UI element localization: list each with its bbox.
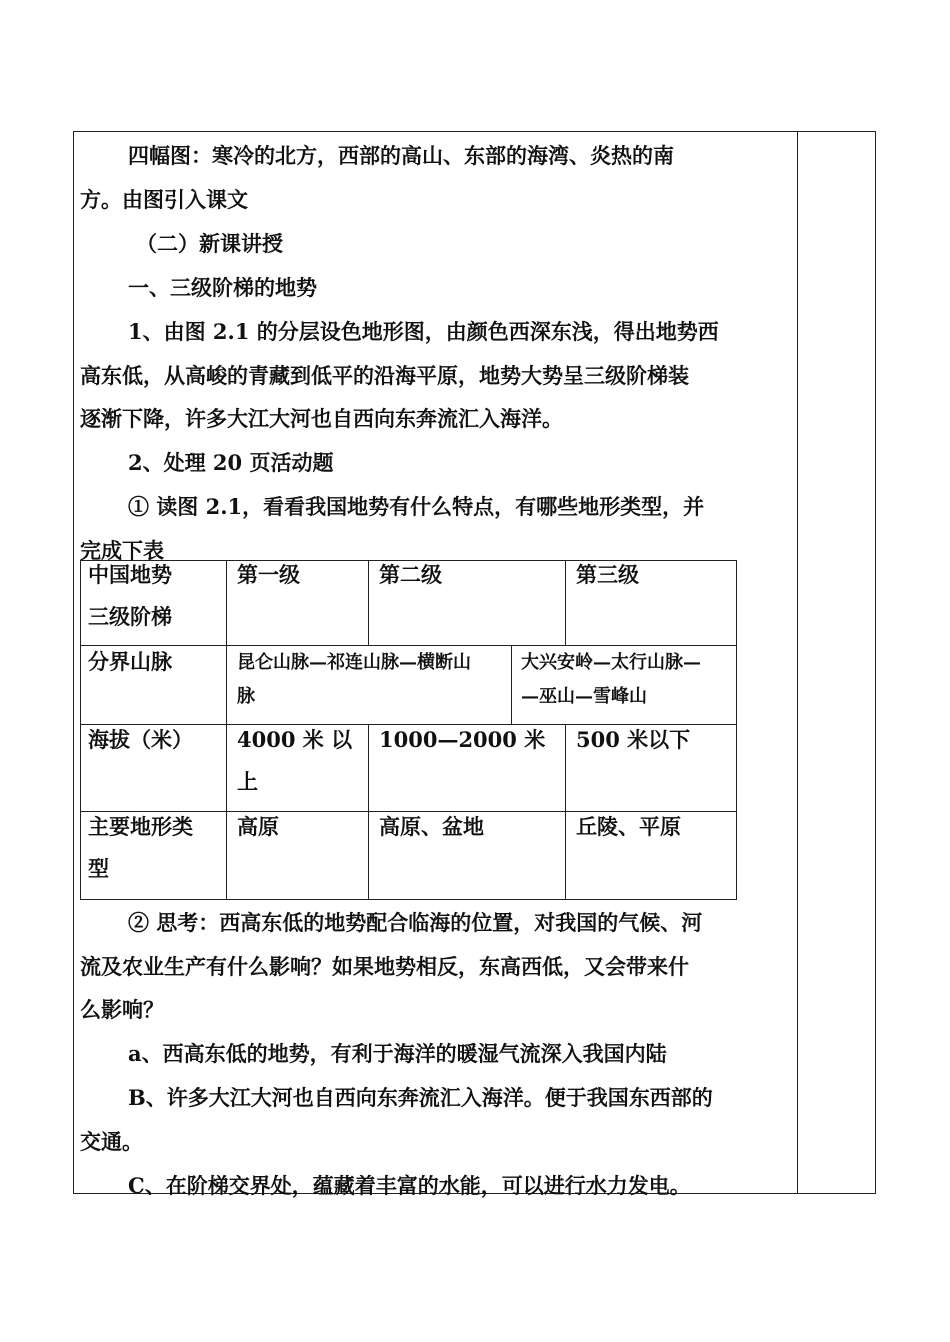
paragraph-point1-line2: 高东低，从高峻的青藏到低平的沿海平原，地势大势呈三级阶梯装 bbox=[80, 363, 689, 388]
paragraph-task1-line1: ① 读图 2.1，看看我国地势有什么特点，有哪些地形类型，并 bbox=[128, 494, 705, 519]
table-cell: 丘陵、平原 bbox=[576, 814, 681, 839]
table-cell-label: 中国地势 bbox=[88, 562, 172, 587]
paragraph-answer-c: C、在阶梯交界处，蕴藏着丰富的水能，可以进行水力发电。 bbox=[128, 1173, 691, 1198]
table-cell: 高原、盆地 bbox=[379, 814, 484, 839]
paragraph-task1-line2: 完成下表 bbox=[80, 538, 164, 563]
column-divider bbox=[565, 561, 566, 645]
table-cell: 500 米以下 bbox=[576, 727, 691, 752]
table-cell-label: 三级阶梯 bbox=[88, 604, 172, 629]
paragraph-intro-line2: 方。由图引入课文 bbox=[80, 187, 248, 212]
table-cell-label: 型 bbox=[88, 856, 109, 881]
section-heading-new-lesson: （二）新课讲授 bbox=[136, 231, 283, 256]
paragraph-answer-b-line1: B、许多大江大河也自西向东奔流汇入海洋。便于我国东西部的 bbox=[128, 1085, 713, 1110]
table-cell: 4000 米 以 bbox=[237, 727, 353, 752]
column-divider bbox=[226, 561, 227, 899]
table-cell: 昆仑山脉—祁连山脉—横断山 bbox=[237, 652, 471, 673]
column-divider bbox=[565, 724, 566, 899]
table-cell: 上 bbox=[237, 769, 258, 794]
column-divider bbox=[368, 724, 369, 899]
table-header-cell: 第二级 bbox=[379, 562, 442, 587]
table-header-cell: 第三级 bbox=[576, 562, 639, 587]
table-cell-label: 分界山脉 bbox=[88, 649, 172, 674]
paragraph-answer-b-line2: 交通。 bbox=[80, 1129, 143, 1154]
column-divider bbox=[368, 561, 369, 645]
paragraph-task2-line1: ② 思考：西高东低的地势配合临海的位置，对我国的气候、河 bbox=[128, 910, 703, 935]
paragraph-answer-a: a、西高东低的地势，有利于海洋的暖湿气流深入我国内陆 bbox=[128, 1041, 667, 1066]
notes-column-divider bbox=[797, 131, 798, 1194]
table-cell-label: 主要地形类 bbox=[88, 814, 193, 839]
table-cell: 高原 bbox=[237, 814, 279, 839]
paragraph-point1-line1: 1、由图 2.1 的分层设色地形图，由颜色西深东浅，得出地势西 bbox=[128, 319, 719, 344]
table-cell: 大兴安岭—太行山脉— bbox=[521, 652, 701, 673]
table-cell: 1000—2000 米 bbox=[379, 727, 546, 752]
paragraph-point2: 2、处理 20 页活动题 bbox=[128, 450, 334, 475]
paragraph-intro-line1: 四幅图：寒冷的北方，西部的高山、东部的海湾、炎热的南 bbox=[128, 143, 674, 168]
paragraph-task2-line2: 流及农业生产有什么影响？如果地势相反，东高西低，又会带来什 bbox=[80, 954, 689, 979]
table-cell: 脉 bbox=[237, 686, 255, 707]
section-heading-three-steps: 一、三级阶梯的地势 bbox=[128, 275, 317, 300]
paragraph-task2-line3: 么影响？ bbox=[80, 997, 164, 1022]
terrain-steps-table bbox=[80, 560, 737, 900]
paragraph-point1-line3: 逐渐下降，许多大江大河也自西向东奔流汇入海洋。 bbox=[80, 406, 563, 431]
table-cell-label: 海拔（米） bbox=[88, 727, 193, 752]
table-cell: —巫山—雪峰山 bbox=[521, 686, 647, 707]
table-header-cell: 第一级 bbox=[237, 562, 300, 587]
column-divider bbox=[511, 645, 512, 724]
